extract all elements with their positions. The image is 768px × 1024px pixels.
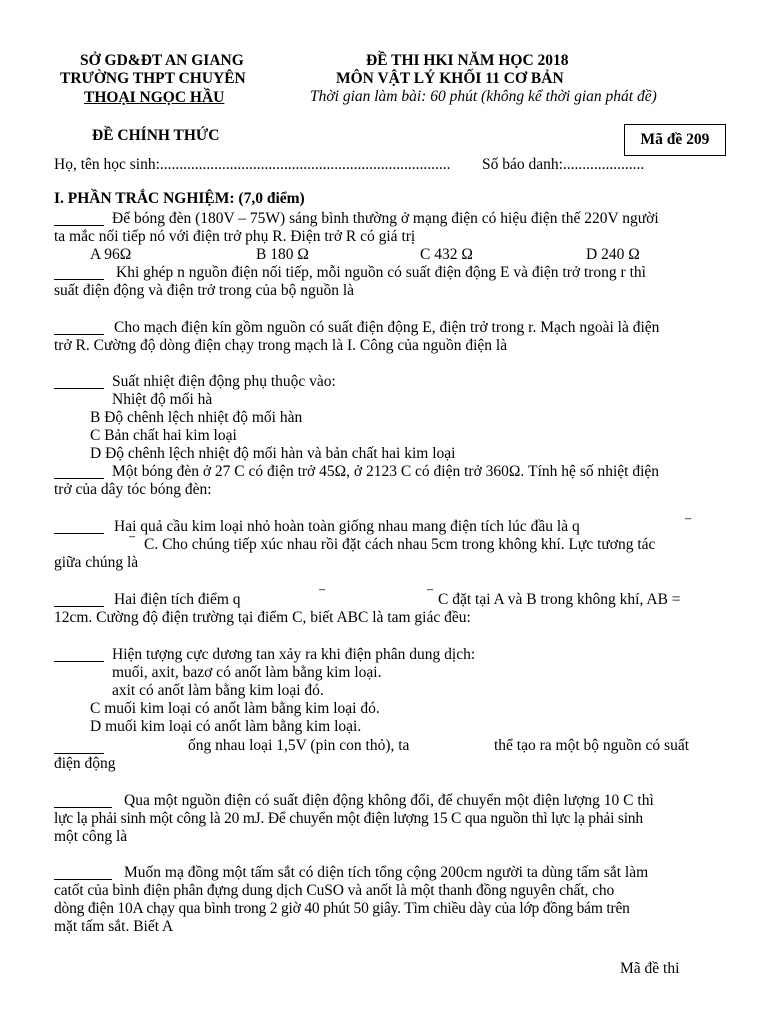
q1-option-d: D 240 Ω xyxy=(586,246,640,263)
q6-exponent-mark: ⁻ xyxy=(684,514,693,531)
q1-line1: Để bóng đèn (180V – 75W) sáng bình thường ở mạng điện có hiệu điện thế 220V người xyxy=(112,210,659,227)
q3-line2: trở R. Cường độ dòng điện chạy trong mạch là I. Công của nguồn điện là xyxy=(54,337,508,354)
school-dept: SỞ GD&ĐT AN GIANG xyxy=(80,52,244,69)
answer-blank xyxy=(54,592,104,607)
q4-option-b: B Độ chênh lệch nhiệt độ mối hàn xyxy=(90,409,303,426)
q6-line2: C. Cho chúng tiếp xúc nhau rồi đặt cách nhau 5cm trong không khí. Lực tương tác xyxy=(144,536,656,553)
exam-subject: MÔN VẬT LÝ KHỐI 11 CƠ BẢN xyxy=(336,70,564,87)
answer-blank xyxy=(54,464,104,479)
answer-blank xyxy=(54,519,104,534)
q7-line1: Hai điện tích điểm q xyxy=(114,591,241,608)
q9-part2: thể tạo ra một bộ nguồn có suất xyxy=(494,737,689,754)
answer-blank xyxy=(54,739,104,754)
official-label: ĐỀ CHÍNH THỨC xyxy=(92,127,220,144)
q4-option-d: D Độ chênh lệch nhiệt độ mối hàn và bản chất hai kim loại xyxy=(90,445,456,462)
exam-code-box: Mã đề 209 xyxy=(624,124,726,156)
q2-line1: Khi ghép n nguồn điện nối tiếp, mỗi nguồn có suất điện động E và điện trở trong r thì xyxy=(116,264,646,281)
q10-line2: lực lạ phải sinh một công là 20 mJ. Để chuyển một điện lượng 15 C qua nguồn thì lực lạ phải sinh xyxy=(54,810,643,827)
answer-blank xyxy=(54,211,104,226)
exam-duration: Thời gian làm bài: 60 phút (không kể thời gian phát đề) xyxy=(310,88,657,105)
q4-option-c: C Bản chất hai kim loại xyxy=(90,427,237,444)
student-name-field: Họ, tên học sinh:........................................................................... xyxy=(54,156,451,173)
q6-line1: Hai quả cầu kim loại nhỏ hoàn toàn giống nhau mang điện tích lúc đầu là q xyxy=(114,518,580,535)
q9-line2: điện động xyxy=(54,755,116,772)
q3-line1: Cho mạch điện kín gồm nguồn có suất điện động E, điện trở trong r. Mạch ngoài là điện xyxy=(114,319,660,336)
q1-option-b: B 180 Ω xyxy=(256,246,309,263)
q11-line1: Muốn mạ đồng một tấm sắt có diện tích tổng cộng 200cm người ta dùng tấm sắt làm xyxy=(124,864,649,881)
q1-option-c: C 432 Ω xyxy=(420,246,473,263)
school-name-2: THOẠI NGỌC HẦU xyxy=(84,89,225,106)
q10-line3: một công là xyxy=(54,828,128,845)
q8-option-b: axit có anốt làm bằng kim loại đó. xyxy=(112,682,324,699)
q6-line3: giữa chúng là xyxy=(54,554,139,571)
section-heading: I. PHẦN TRẮC NGHIỆM: (7,0 điểm) xyxy=(54,190,305,207)
q1-line2: ta mắc nối tiếp nó với điện trở phụ R. Điện trở R có giá trị xyxy=(54,228,416,245)
answer-blank xyxy=(54,865,112,880)
q4-line1: Suất nhiệt điện động phụ thuộc vào: xyxy=(112,373,336,390)
q8-line1: Hiện tượng cực dương tan xảy ra khi điện phân dung dịch: xyxy=(112,646,476,663)
answer-blank xyxy=(54,793,112,808)
q11-line2: catốt của bình điện phân đựng dung dịch CuSO và anốt là một thanh đồng nguyên chất, cho xyxy=(54,882,615,899)
q2-line2: suất điện động và điện trở trong của bộ nguồn là xyxy=(54,282,355,299)
q11-line3: dòng điện 10A chạy qua bình trong 2 giờ 40 phút 50 giây. Tìm chiều dày của lớp đồng bám trên xyxy=(54,900,630,917)
q9-part1: ống nhau loại 1,5V (pin con thỏ), ta xyxy=(188,737,410,754)
q7-exponent-mark: ⁻ xyxy=(318,585,327,602)
q8-option-c: C muối kim loại có anốt làm bằng kim loại đó. xyxy=(90,700,380,717)
q7-line1-rest: C đặt tại A và B trong không khí, AB = xyxy=(438,591,681,608)
answer-blank xyxy=(54,320,104,335)
q7-exponent-mark-2: ⁻ xyxy=(426,585,435,602)
q8-option-a: muối, axit, bazơ có anốt làm bằng kim loại. xyxy=(112,664,382,681)
footer-exam-code: Mã đề thi xyxy=(620,960,680,977)
q8-option-d: D muối kim loại có anốt làm bằng kim loại. xyxy=(90,718,362,735)
q5-line2: trở của dây tóc bóng đèn: xyxy=(54,481,212,498)
answer-blank xyxy=(54,374,104,389)
q1-option-a: A 96Ω xyxy=(90,246,132,263)
q4-option-a: Nhiệt độ mối hà xyxy=(112,391,213,408)
q7-line2: 12cm. Cường độ điện trường tại điểm C, biết ABC là tam giác đều: xyxy=(54,609,471,626)
q5-line1: Một bóng đèn ở 27 C có điện trở 45Ω, ở 2123 C có điện trở 360Ω. Tính hệ số nhiệt điện xyxy=(112,463,660,480)
q10-line1: Qua một nguồn điện có suất điện động không đổi, để chuyển một điện lượng 10 C thì xyxy=(124,792,654,809)
answer-blank xyxy=(54,647,104,662)
answer-blank xyxy=(54,265,104,280)
q6-exponent-mark-2: ⁻ xyxy=(128,532,137,549)
school-name: TRƯỜNG THPT CHUYÊN xyxy=(60,70,246,87)
student-id-field: Số báo danh:..................... xyxy=(482,156,645,173)
q11-line4: mặt tấm sắt. Biết A xyxy=(54,918,174,935)
exam-title: ĐỀ THI HKI NĂM HỌC 2018 xyxy=(366,52,569,69)
